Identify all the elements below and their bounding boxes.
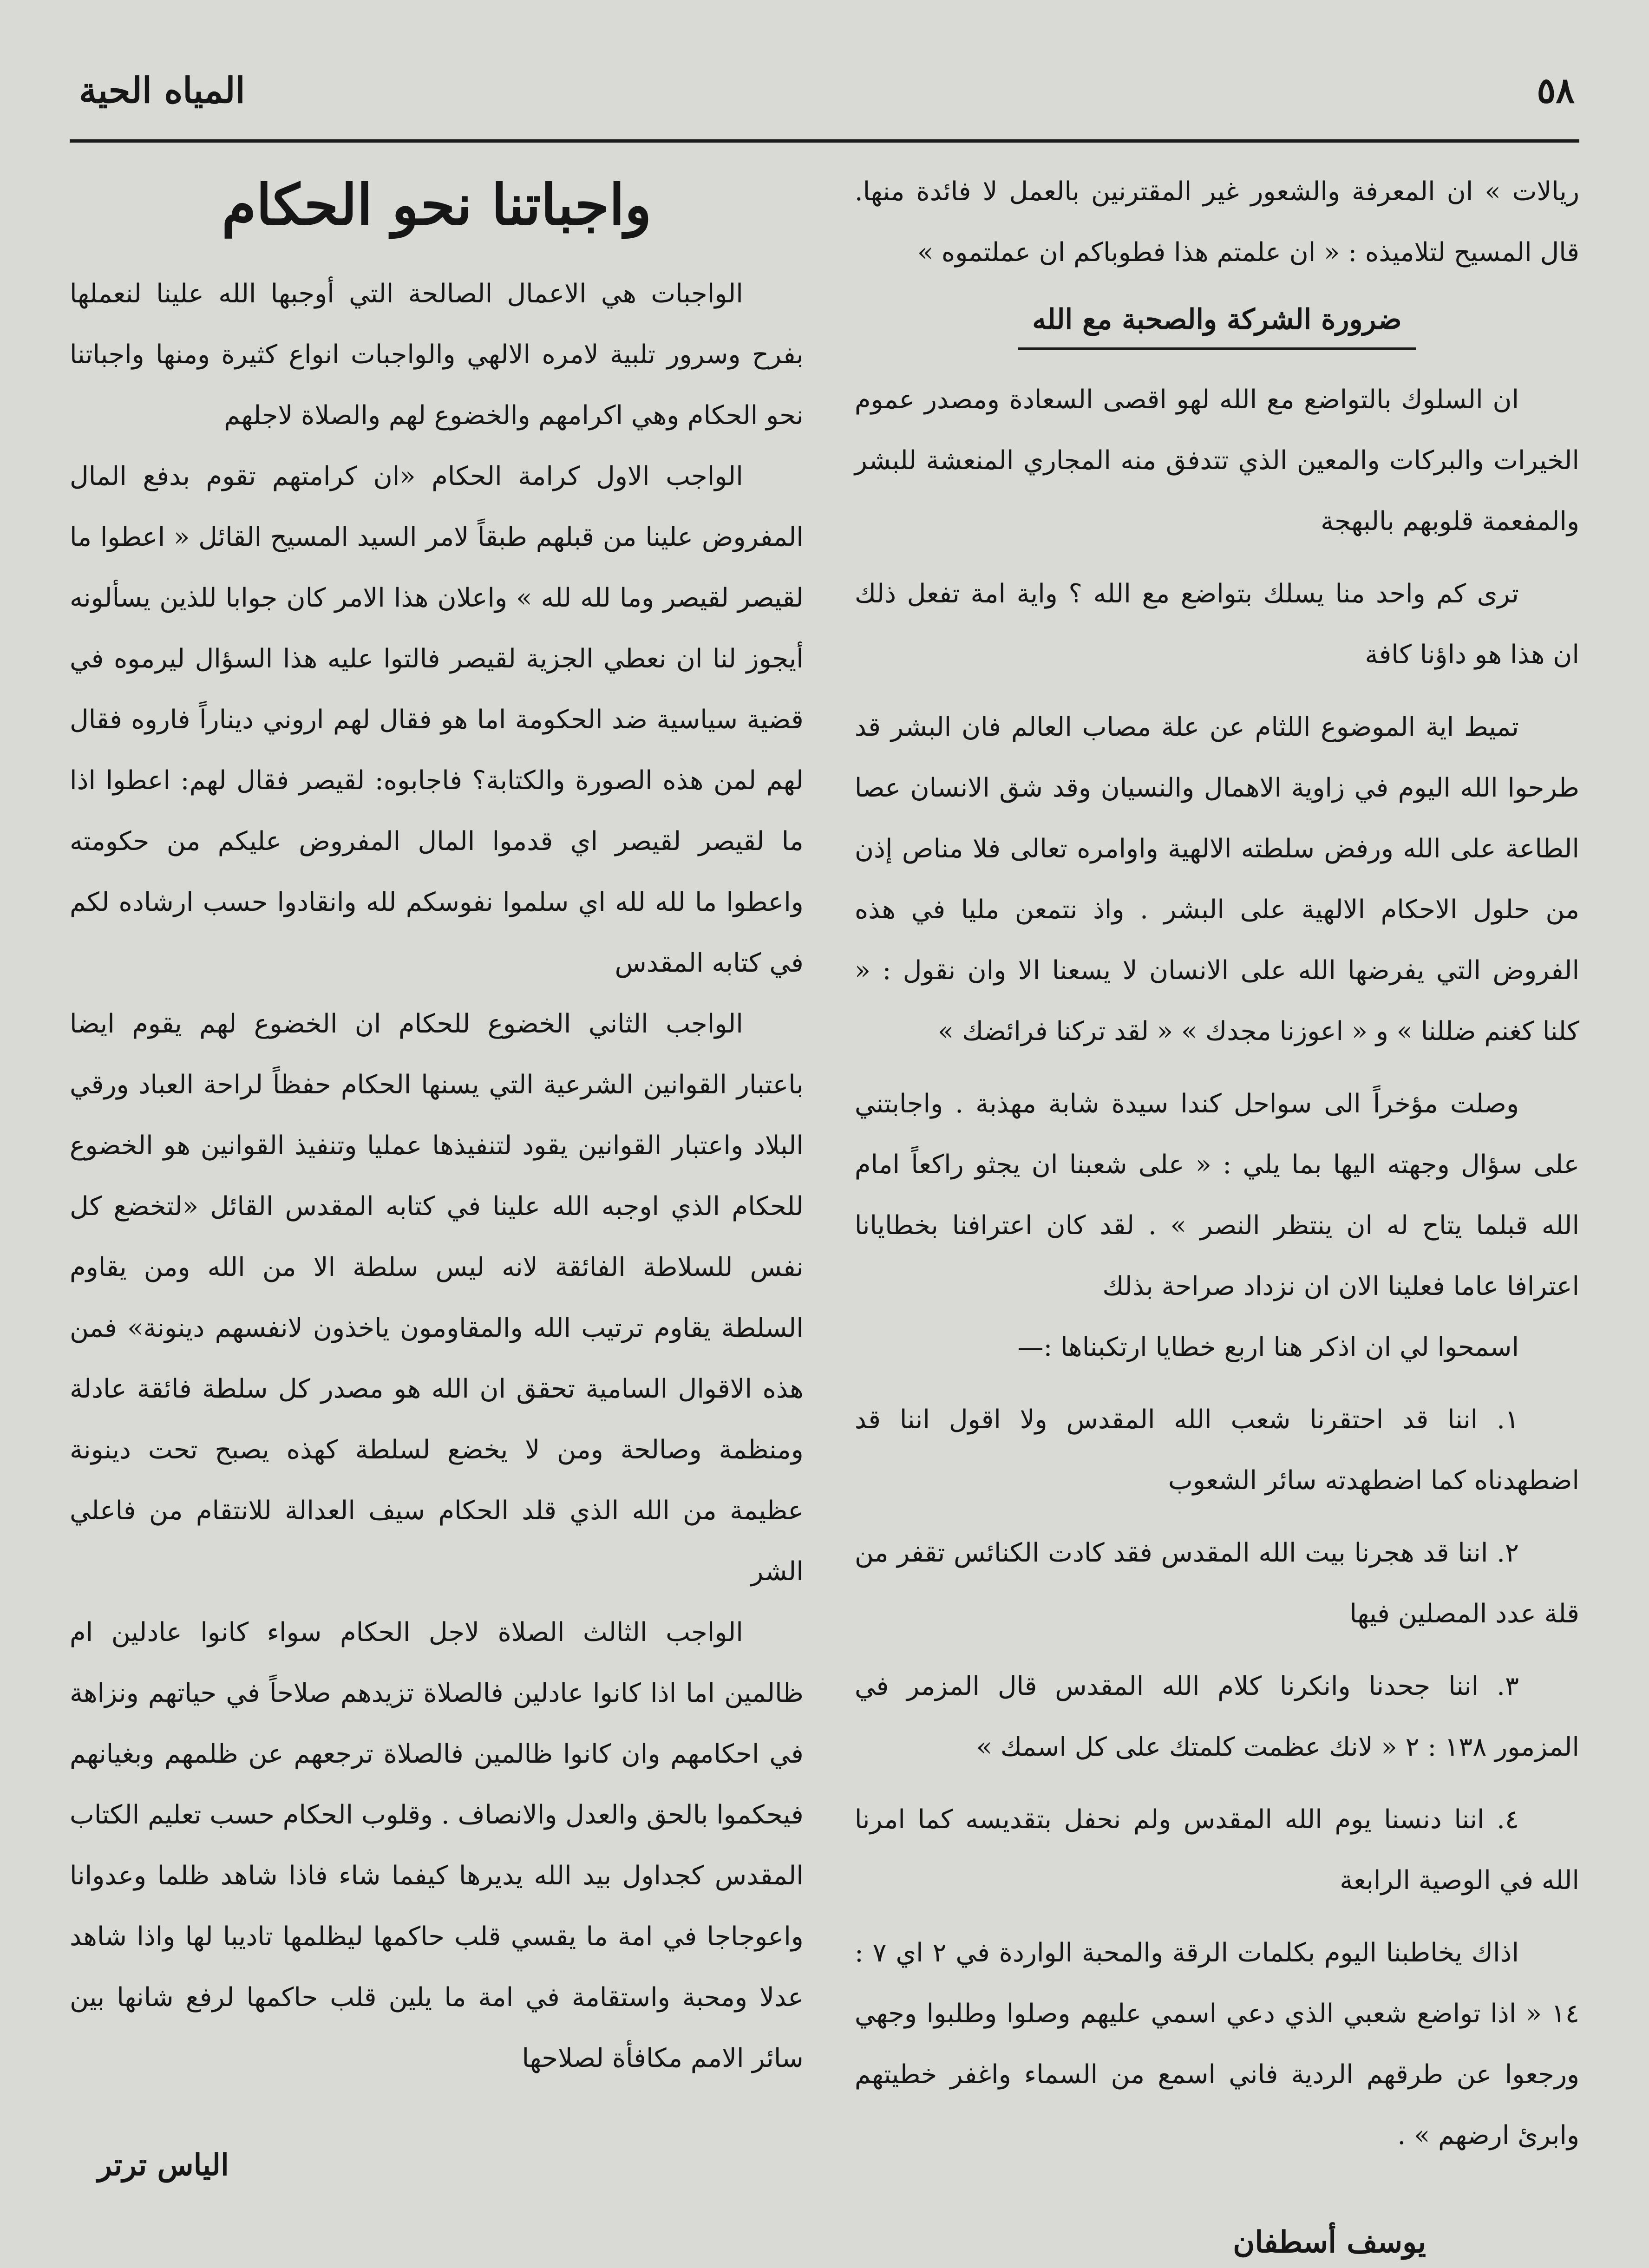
left-column-article <box>70 161 804 2228</box>
body-paragraph: ان السلوك بالتواضع مع الله لهو اقصى السعادة ومصدر عموم الخيرات والبركات والمعين الذي تتدفق منه المجاري المنعشة للبشر والمفعمة قلوبهم بالبهجة <box>854 385 1579 536</box>
body-paragraph: الواجب الثاني الخضوع للحكام ان الخضوع لهم يقوم ايضا باعتبار القوانين الشرعية التي يسنها الحكام حفظاً لراحة العباد ورقي البلاد واعتبار القوانين يقود لتنفيذها عمليا وتنفيذ القوانين هو الخضوع للحكام الذي اوجبه الله علينا في كتابه المقدس القائل «لتخضع كل نفس للسلاطة الفائقة لانه ليس سلطة الا من الله ومن يقاوم السلطة يقاوم ترتيب الله والمقاومون ياخذون لانفسهم دينونة» فمن هذه الاقوال السامية تحقق ان الله هو مصدر كل سلطة فائقة عادلة ومنظمة وصالحة ومن لا يخضع لسلطة كهذه يصبح تحت دينونة عظيمة من الله الذي قلد الحكام سيف العدالة للانتقام من فاعلي الشر <box>70 1009 804 1587</box>
numbered-list-item: ٣. اننا جحدنا وانكرنا كلام الله المقدس قال المزمر في المزمور ١٣٨ : ٢ « لانك عظمت كلمتك على كل اسمك » <box>854 1671 1579 1762</box>
body-paragraph: الواجب الاول كرامة الحكام «ان كرامتهم تقوم بدفع المال المفروض علينا من قبلهم طبقاً لامر السيد المسيح القائل « اعطوا ما لقيصر لقيصر وما لله لله » واعلان هذا الامر كان جوابا للذين يسألونه أيجوز لنا ان نعطي الجزية لقيصر فالتوا عليه هذا السؤال ليرموه في قضية سياسية ضد الحكومة اما هو فقال لهم اروني ديناراً فاروه فقال لهم لمن هذه الصورة والكتابة؟ فاجابوه: لقيصر فقال لهم: اعطوا اذا ما لقيصر لقيصر اي قدموا المال المفروض عليكم من حكومته واعطوا ما لله لله اي سلموا نفوسكم لله وانقادوا حسب ارشاده لكم في كتابه المقدس <box>70 461 804 978</box>
article-title: واجباتنا نحو الحكام <box>222 172 652 238</box>
numbered-list-item: ٢. اننا قد هجرنا بيت الله المقدس فقد كادت الكنائس تقفر من قلة عدد المصلين فيها <box>854 1538 1579 1629</box>
numbered-list-item: ١. اننا قد احتقرنا شعب الله المقدس ولا اقول اننا قد اضطهدناه كما اضطهدته سائر الشعوب <box>854 1405 1579 1496</box>
author-signature: الياس ترتر <box>98 2148 229 2183</box>
body-paragraph: ترى كم واحد منا يسلك بتواضع مع الله ؟ واية امة تفعل ذلك ان هذا هو داؤنا كافة <box>854 579 1579 670</box>
two-column-body <box>70 161 1579 2260</box>
numbered-list-item: ٤. اننا دنسنا يوم الله المقدس ولم نحفل بتقديسه كما امرنا الله في الوصية الرابعة <box>854 1804 1579 1895</box>
body-paragraph: تميط اية الموضوع اللثام عن علة مصاب العالم فان البشر قد طرحوا الله اليوم في زاوية الاهمال والنسيان وقد شق الانسان عصا الطاعة على الله ورفض سلطته الالهية واوامره تعالى فلا مناص إذن من حلول الاحكام الالهية على البشر . واذ نتمعن مليا في هذه الفروض التي يفرضها الله على الانسان لا يسعنا الا وان نقول : « كلنا كغنم ضللنا » و « اعوزنا مجدك » « لقد تركنا فرائضك » <box>854 712 1579 1046</box>
closing-paragraph: اذاك يخاطبنا اليوم بكلمات الرقة والمحبة الواردة في ٢ اي ٧ : ١٤ « اذا تواضع شعبي الذي دعي اسمي عليهم وصلوا وطلبوا وجهي ورجعوا عن طرقهم الردية فاني اسمع من السماء واغفر خطيتهم وابرئ ارضهم » . <box>854 1938 1579 2150</box>
body-paragraph: الواجب الثالث الصلاة لاجل الحكام سواء كانوا عادلين ام ظالمين اما اذا كانوا عادلين فالصلاة تزيدهم صلاحاً في حياتهم ونزاهة في احكامهم وان كانوا ظالمين فالصلاة ترجعهم عن ظلمهم وبغيانهم فيحكموا بالحق والعدل والانصاف . وقلوب الحكام حسب تعليم الكتاب المقدس كجداول بيد الله يديرها كيفما شاء فاذا شاهد ظلما وعدوانا واعوجاجا في امة ما يقسي قلب حاكمها ليظلمها تاديبا لها واذا شاهد عدلا ومحبة واستقامة في امة ما يلين قلب حاكمها لرفع شانها بين سائر الامم مكافأة لصلاحها <box>70 1617 804 2073</box>
right-column-article <box>845 161 1579 2260</box>
page-header <box>70 60 1579 143</box>
body-paragraph: الواجبات هي الاعمال الصالحة التي أوجبها الله علينا لنعملها بفرح وسرور تلبية لامره الالهي والواجبات انواع كثيرة ومنها واجباتنا نحو الحكام وهي اكرامهم والخضوع لهم والصلاة لاجلهم <box>70 279 804 431</box>
body-paragraph: وصلت مؤخراً الى سواحل كندا سيدة شابة مهذبة . واجابتني على سؤال وجهته اليها بما يلي : « على شعبنا ان يجثو راكعاً امام الله قبلما يتاح له ان ينتظر النصر » . لقد كان اعترافنا بخطايانا اعترافا عاما فعلينا الان ان نزداد صراحة بذلك <box>854 1089 1579 1301</box>
section-heading-container <box>855 290 1579 351</box>
author-signature: يوسف أسطفان <box>1233 2225 1426 2260</box>
page-number: ٥٨ <box>1537 70 1575 111</box>
article-continuation-paragraph: ريالات » ان المعرفة والشعور غير المقترنين بالعمل لا فائدة منها. قال المسيح لتلاميذه : « ان علمتم هذا فطوباكم ان عملتموه » <box>854 176 1579 268</box>
running-title: المياه الحية <box>79 70 245 111</box>
list-intro-paragraph: اسمحوا لي ان اذكر هنا اربع خطايا ارتكبناها :— <box>1017 1332 1519 1362</box>
section-heading: ضرورة الشركة والصحبة مع الله <box>1018 292 1415 350</box>
